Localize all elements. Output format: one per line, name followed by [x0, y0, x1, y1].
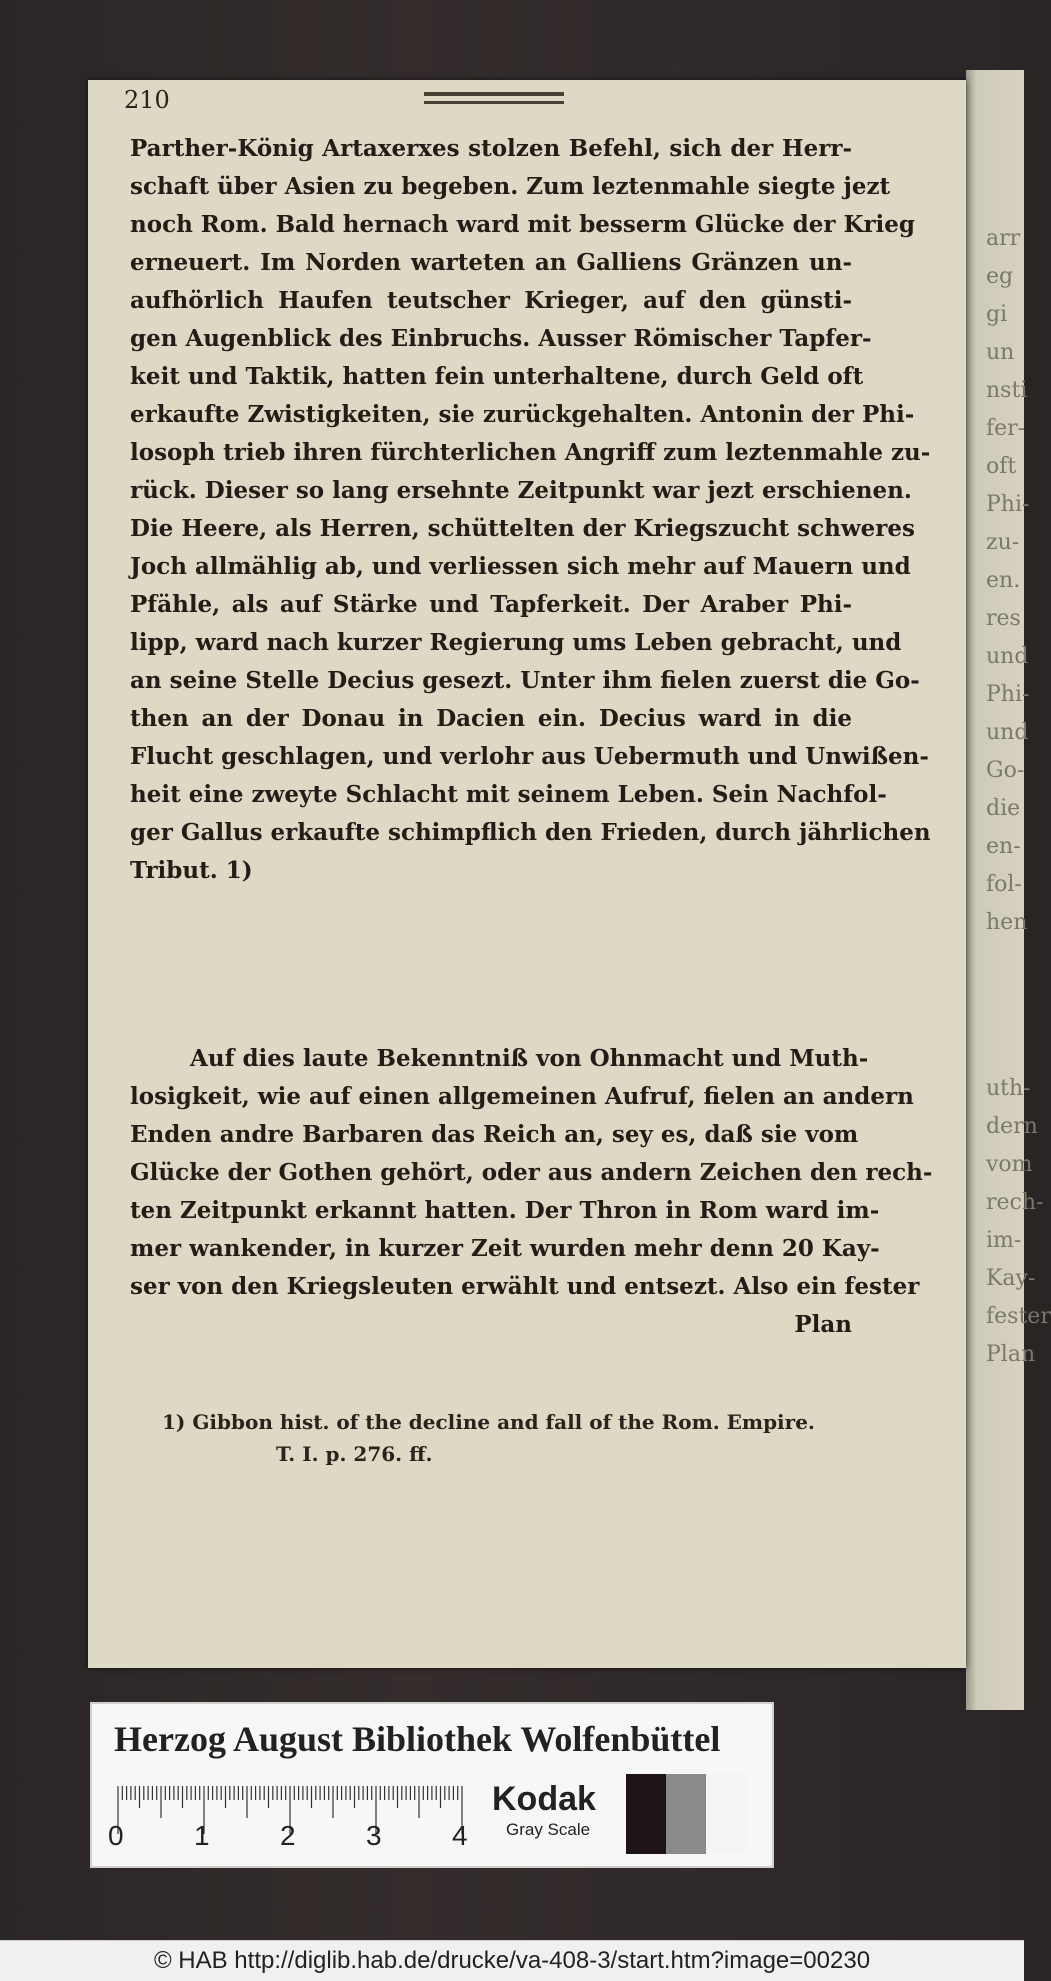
facing-page-fragment: und: [986, 720, 1029, 745]
facing-page-fragment: res: [986, 606, 1021, 631]
text-line: aufhörlich Haufen teutscher Krieger, auf den günsti-: [130, 287, 852, 314]
facing-page-fragment: arr: [986, 226, 1021, 251]
copyright-footer: © HAB http://diglib.hab.de/drucke/va-408-3/start.htm?image=00230: [0, 1940, 1024, 1981]
text-line: Auf dies laute Bekenntniß von Ohnmacht und Muth-: [190, 1045, 869, 1072]
text-line: Tribut. 1): [130, 857, 253, 884]
paragraph-2: [130, 1040, 933, 1344]
facing-page-fragment: vom: [986, 1152, 1033, 1177]
footnote: [162, 1406, 862, 1470]
header-ornament: [424, 92, 564, 104]
text-line: Die Heere, als Herren, schüttelten der Kriegszucht schweres: [130, 515, 915, 542]
facing-page-fragment: en-: [986, 834, 1021, 859]
gray-scale-swatches: [626, 1774, 746, 1854]
kodak-logo-text: Kodak: [492, 1780, 596, 1818]
text-line: Flucht geschlagen, und verlohr aus Uebermuth und Unwißen-: [130, 743, 929, 770]
text-line: heit eine zweyte Schlacht mit seinem Leben. Sein Nachfol-: [130, 781, 887, 808]
facing-page-fragment: uth-: [986, 1076, 1031, 1101]
text-line: ger Gallus erkaufte schimpflich den Frieden, durch jährlichen: [130, 819, 931, 846]
text-line: rück. Dieser so lang ersehnte Zeitpunkt war jezt erschienen.: [130, 477, 912, 504]
text-line: an seine Stelle Decius gesezt. Unter ihm fielen zuerst die Go-: [130, 667, 920, 694]
library-name: Herzog August Bibliothek Wolfenbüttel: [114, 1719, 721, 1759]
text-line: Enden andre Barbaren das Reich an, sey es, daß sie vom: [130, 1121, 859, 1148]
facing-page-fragment: und: [986, 644, 1029, 669]
text-line: erneuert. Im Norden warteten an Galliens Gränzen un-: [130, 249, 852, 276]
facing-page-fragment: en.: [986, 568, 1021, 593]
text-line: gen Augenblick des Einbruchs. Ausser Römischer Tapfer-: [130, 325, 872, 352]
ruler-label: 3: [366, 1820, 382, 1851]
facing-page-fragment: fer-: [986, 416, 1026, 441]
facing-page-fragment: rech-: [986, 1190, 1044, 1215]
ruler-label: 4: [452, 1820, 468, 1851]
facing-page-fragment: Plan: [986, 1342, 1036, 1367]
gray-swatch: [706, 1774, 746, 1854]
ruler-label: 1: [194, 1820, 210, 1851]
paragraph-1: [130, 130, 931, 890]
page-number: 210: [124, 86, 170, 114]
facing-page-fragment: Go-: [986, 758, 1025, 783]
text-line: ten Zeitpunkt erkannt hatten. Der Thron in Rom ward im-: [130, 1197, 880, 1224]
text-line: Joch allmählig ab, und verliessen sich mehr auf Mauern und: [130, 553, 911, 580]
text-line: mer wankender, in kurzer Zeit wurden mehr denn 20 Kay-: [130, 1235, 880, 1262]
text-line: losigkeit, wie auf einen allgemeinen Aufruf, fielen an andern: [130, 1083, 914, 1110]
text-line: erkaufte Zwistigkeiten, sie zurückgehalten. Antonin der Phi-: [130, 401, 915, 428]
facing-page-fragment: Phi-: [986, 492, 1030, 517]
facing-page-fragment: hen: [986, 910, 1028, 935]
text-line: losoph trieb ihren fürchterlichen Angriff zum leztenmahle zu-: [130, 439, 931, 466]
facing-page-fragment: die: [986, 796, 1021, 821]
text-line: then an der Donau in Dacien ein. Decius ward in die: [130, 705, 852, 732]
text-line: Pfähle, als auf Stärke und Tapferkeit. Der Araber Phi-: [130, 591, 852, 618]
catchword: Plan: [794, 1311, 852, 1338]
facing-page-fragment: Phi-: [986, 682, 1030, 707]
gray-swatch: [666, 1774, 706, 1854]
facing-page-fragment: dern: [986, 1114, 1038, 1139]
facing-page-fragment: oft: [986, 454, 1017, 479]
ruler-labels: [92, 1820, 492, 1860]
ruler-label: 2: [280, 1820, 296, 1851]
library-color-card: [90, 1702, 774, 1868]
facing-page-fragment: gi: [986, 302, 1008, 327]
gray-swatch: [626, 1774, 666, 1854]
footnote-line-1: 1) Gibbon hist. of the decline and fall of the Rom. Empire.: [162, 1410, 815, 1434]
text-line: Glücke der Gothen gehört, oder aus andern Zeichen den rech-: [130, 1159, 933, 1186]
facing-page-fragment: im-: [986, 1228, 1022, 1253]
text-line: noch Rom. Bald hernach ward mit besserm Glücke der Krieg: [130, 211, 916, 238]
facing-page-fragment: fol-: [986, 872, 1022, 897]
facing-page-fragment: Kay-: [986, 1266, 1036, 1291]
text-line: Parther-König Artaxerxes stolzen Befehl, sich der Herr-: [130, 135, 852, 162]
text-line: schaft über Asien zu begeben. Zum leztenmahle siegte jezt: [130, 173, 891, 200]
gray-scale-label: Gray Scale: [506, 1820, 591, 1839]
facing-page-fragment: un: [986, 340, 1015, 365]
ruler-label: 0: [108, 1820, 124, 1851]
facing-page-edge: [966, 70, 1051, 1710]
footnote-line-2: T. I. p. 276. ff.: [276, 1442, 433, 1466]
text-line: ser von den Kriegsleuten erwählt und entsezt. Also ein fester: [130, 1273, 920, 1300]
facing-page-fragment: zu-: [986, 530, 1020, 555]
facing-page-fragment: eg: [986, 264, 1014, 289]
text-line: lipp, ward nach kurzer Regierung ums Leben gebracht, und: [130, 629, 902, 656]
facing-page-fragment: nsti: [986, 378, 1028, 403]
facing-page-fragment: fester: [986, 1304, 1051, 1329]
text-line: keit und Taktik, hatten fein unterhaltene, durch Geld oft: [130, 363, 864, 390]
